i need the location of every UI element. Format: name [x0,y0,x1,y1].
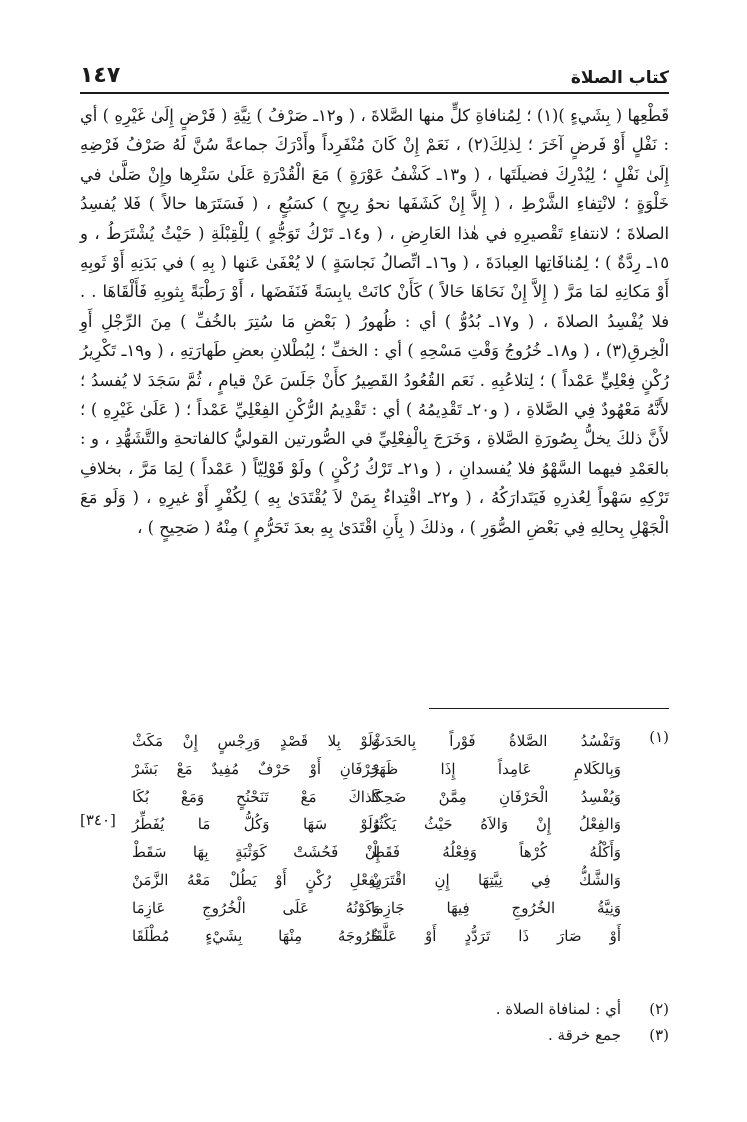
verse: أَوْ صَارَ ذَا تَرَدُّدٍ أَوْ عَلَّقَا [371,926,621,945]
verse: وَلَوْ بِلا قَصْدٍ وَرِجْسٍ إِنْ مَكَثْ [132,732,380,750]
verse: وَتَفْسُدُ الصَّلاةُ فَوْراً بِالحَدَثْ [371,732,621,750]
verse: وَالشَّكُّ فِي نِيَّتِهَا إِنِ اقْتَرَنْ [371,870,621,889]
footnote-number: (٣) [649,1026,669,1044]
verse: إِنْ فَحُشَتْ كَوَثْبَةٍ بِهَا سَقَطْ [132,843,380,862]
poem-right-column [371,728,621,950]
verse: حَرْفَانِ أَوْ حَرْفٌ مُفِيدٌ مَعْ بَشَرْ [132,759,380,778]
verse: وَالفِعْلُ إِنْ وَالاَهُ حَيْثُ يَكْثُرُ [371,815,621,834]
poem-left-column [80,728,380,950]
main-paragraph: قَطْعِها ( بِشَيءٍ )(١) ؛ لِمُنافاةِ كلٍّ منها الصَّلاةَ ، ( و١٢ـ صَرْفُ ) نِيَّةِ ( فَرْضٍ إِلَىٰ غَيْرِهِ ) أي : نَفْلٍ أَوْ فَرضٍ آخَرَ ؛ لِذلِكَ(٢) ، نَعَمْ إِنْ كَانَ مُنْفَرِداً وأَدْرَكَ جماعةً سُنَّ لَهُ صَرْفُ فَرْضِهِ إِلَىٰ نَفْلٍ ؛ لِيُدْرِكَ فضيلَتَها ، ( و١٣ـ كَشْفُ عَوْرَةٍ ) مَعَ الْقُدْرَةِ عَلَىٰ سَتْرِها وإِنْ صَلَّىٰ في خَلْوَةٍ ؛ لانْتِفاءِ الشَّرْطِ ، ( إِلاَّ إِنْ كَشَفَها نحوُ رِيحٍ ) كسَبُعٍ ، ( فَسَتَرَها حالاً ) فَلا يُفسِدُ الصلاةَ ؛ لانتفاءِ تَقْصيرِهِ في هٰذا العَارِضِ ، ( و١٤ـ تَرْكُ تَوَجُّهٍ ) لِلْقِبْلَةِ ( حَيْثُ يُشْتَرَطُ ، و ١٥ـ رِدَّةٌ ) ؛ لِمُنافَاتِها العِبادَةَ ، ( و١٦ـ اتِّصالُ نَجاسَةٍ ) لا يُعْفَىٰ عَنها ( بِهِ ) في بَدَنِهِ أَوْ ثَوبِهِ أَوْ مَكانِهِ لمَا مَرَّ ( إِلاَّ إِنْ نَحَاهَا حَالاً ) كَأَنْ كانَتْ يابِسَةً فَنَفَضَها ، أَوْ رَطْبَةً بِثوبِهِ فَأَلْقَاهَا . . فلا يُفْسِدُ الصلاةَ ، ( و١٧ـ بُدُوُّ ) أي : ظُهورُ ( بَعْضِ مَا سُتِرَ بالخُفِّ ) مِنَ الرِّجْلِ أَوِ الْخِرقِ(٣) ، ( و١٨ـ خُرُوجُ وَقْتِ مَسْحِهِ ) أي : الخفِّ ؛ لِبُطْلانِ بعضِ طَهارَتِهِ ، ( و١٩ـ تَكْرِيرُ رُكْنٍ فِعْلِيٍّ عَمْداً ) ؛ لِتلاعُبِهِ . نَعَم القُعُودُ القَصِيرُ كأَنْ جَلَسَ عَنْ قيامٍ ، ثُمَّ سَجَدَ لا يُفسدُ ؛ لأَنَّهُ مَعْهُودٌ فِي الصَّلاةِ ، ( و٢٠ـ تَقْدِيمُهُ ) أي : تَقْدِيمُ الرُّكْنِ الفِعْلِيِّ عَمْداً ؛ ( عَلَىٰ غَيْرِهِ ) ؛ لأَنَّ ذلكَ يخلُّ بِصُورَةِ الصَّلاةِ ، وَخَرَجَ بِالْفِعْلِيِّ في الصُّورتين القوليُّ كالفاتحةِ والتَّشَهُّدِ ، و : بالعَمْدِ فيهما السَّهْوُ فلا يُفسدانِ ، ( و٢١ـ تَرْكُ رُكْنٍ ) ولَوْ قَوْلِيّاً ( عَمْداً ) لِمَا مَرَّ ، بخلافِ تَرْكِهِ سَهْواً لِعُذرِهِ فَيَتَدارَكُهُ ، ( و٢٢ـ اقْتِداءٌ بِمَنْ لاَ يُقْتَدَىٰ بِهِ ) لِكُفْرٍ أَوْ غيرِهِ ، ( وَلَو مَعَ الْجَهْلِ بِحالِهِ فِي بَعْضِ الصُّوَرِ ) ، وذلكَ ( بِأَنِ اقْتَدَىٰ بِهِ بعدَ تَحَرُّمٍ ) مِنْهُ ( صَحِيحٍ ) ، [80,106,670,537]
verse: كَذاكَ مَعْ تَنَحْنُحٍ وَمَعْ بُكَا [132,787,380,806]
footnote-1 [80,728,669,986]
verse: وَلَوْ سَهَا وَكُلُّ مَا يُفَطِّرُ [132,815,380,834]
verse: وَيُفْسِدُ الْحَرْفَانِ مِمَّنْ ضَحِكَا [371,787,621,806]
footnote-number: (١) [649,728,669,746]
source-page-marker: [٣٤٠] [80,811,116,829]
footnote-text: أي : لمنافاة الصلاة . [495,1000,621,1018]
header-rule [80,92,669,94]
verse: وَنِيَّةُ الخُرُوجِ فِيهَا جَازِما [371,898,621,917]
verse: وَكَوْنُهُ عَلَى الْخُرُوجِ عَازِمَا [132,898,380,917]
verse: بِفِعْلِ رُكْنٍ أَوْ يَطُلْ مَعْهُ الزَّمَنْ [132,870,380,889]
footnote-2 [80,996,669,1022]
footnote-text: جمع خرقة . [548,1026,621,1044]
verse: وَأَكْلُهُ كُرْهاً وَفِعْلُهُ فَقَطْ [371,843,621,862]
chapter-title: كتاب الصلاة [570,68,669,88]
page-header [80,52,669,88]
main-text [80,101,669,691]
page-number: ١٤٧ [80,63,121,88]
footnote-separator [429,708,669,709]
verse: وَبِالكَلامِ عَامِداً إِذَا ظَهَرْ [371,759,621,778]
footnote-3 [80,1022,669,1048]
verse: خُرُوجَهُ مِنْهَا بِشَيْءٍ مُطْلَقَا [132,926,380,945]
footnote-number: (٢) [649,1000,669,1018]
